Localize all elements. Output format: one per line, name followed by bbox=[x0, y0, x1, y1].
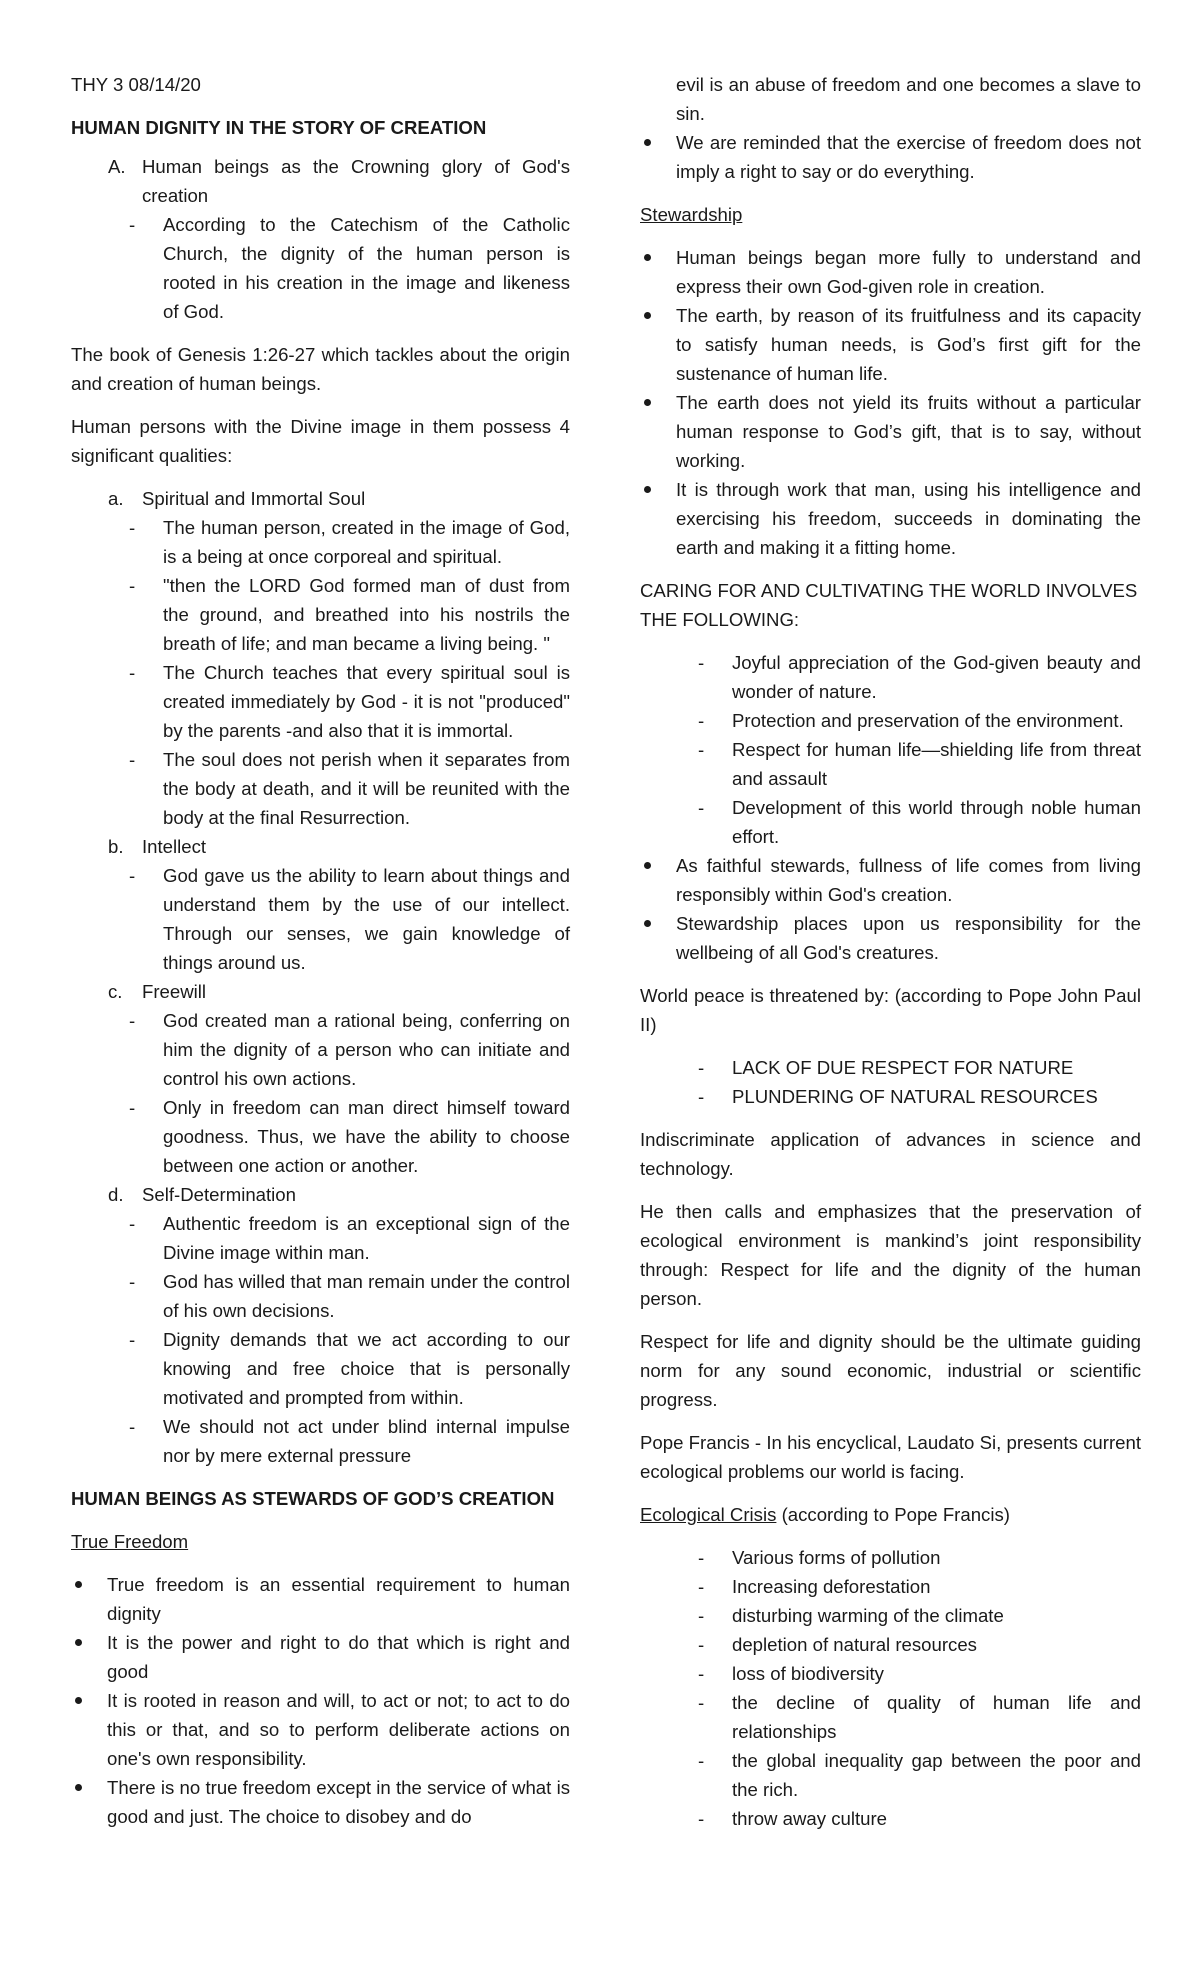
respect-paragraph: Respect for life and dignity should be the ultimate guiding norm for any sound economic, industrial or scientific progress. bbox=[640, 1331, 1141, 1410]
document-header: THY 3 08/14/20 bbox=[71, 74, 201, 95]
peace-intro: World peace is threatened by: (according to Pope John Paul II) bbox=[640, 985, 1141, 1035]
section-title-stewards: HUMAN BEINGS AS STEWARDS OF GOD’S CREATION bbox=[71, 1488, 555, 1509]
list-item: The earth does not yield its fruits without a particular human response to God’s gift, that is to say, without working. bbox=[640, 388, 1141, 475]
qualities-intro: Human persons with the Divine image in them possess 4 significant qualities: bbox=[71, 416, 570, 466]
stewardship-heading: Stewardship bbox=[640, 204, 743, 225]
list-item: - loss of biodiversity bbox=[698, 1663, 884, 1684]
list-item: Stewardship places upon us responsibility for the wellbeing of all God's creatures. bbox=[640, 909, 1141, 967]
caring-heading: CARING FOR AND CULTIVATING THE WORLD INVOLVES THE FOLLOWING: bbox=[640, 580, 1138, 630]
list-item: The earth, by reason of its fruitfulness and its capacity to satisfy human needs, is God’s first gift for the sustenance of human life. bbox=[640, 301, 1141, 388]
quality-title: Spiritual and Immortal Soul bbox=[142, 488, 366, 509]
list-item: - Various forms of pollution bbox=[698, 1547, 941, 1568]
quality-title: Self-Determination bbox=[142, 1184, 296, 1205]
list-item: - Authentic freedom is an exceptional sign of the Divine image within man. bbox=[129, 1213, 570, 1263]
list-item: - The human person, created in the image of God, is a being at once corporeal and spiritual. bbox=[129, 517, 570, 567]
list-item: - disturbing warming of the climate bbox=[698, 1605, 1004, 1626]
list-item: - LACK OF DUE RESPECT FOR NATURE bbox=[698, 1057, 1074, 1078]
list-item: - "then the LORD God formed man of dust from the ground, and breathed into his nostrils the breath of life; and man became a living being. " bbox=[129, 575, 570, 654]
quality-a: a. Spiritual and Immortal Soul bbox=[108, 488, 366, 509]
list-item-continuation: evil is an abuse of freedom and one becomes a slave to sin. bbox=[676, 74, 1141, 124]
section-a-text: Human beings as the Crowning glory of God's creation bbox=[142, 156, 570, 206]
list-item: - We should not act under blind internal impulse nor by mere external pressure bbox=[129, 1416, 570, 1466]
section-a bbox=[71, 152, 570, 210]
list-item: - the decline of quality of human life and relationships bbox=[698, 1692, 1141, 1742]
list-item: It is rooted in reason and will, to act or not; to act to do this or that, and so to perform deliberate actions on one's own responsibility. bbox=[71, 1686, 570, 1773]
list-item: It is the power and right to do that which is right and good bbox=[71, 1628, 570, 1686]
list-item: - God gave us the ability to learn about things and understand them by the use of our intellect. Through our senses, we gain knowledge of things around us. bbox=[129, 865, 570, 973]
list-item: - The Church teaches that every spiritual soul is created immediately by God - it is not "produced" by the parents -and also that it is immortal. bbox=[129, 662, 570, 741]
list-item: - God created man a rational being, conferring on him the dignity of a person who can initiate and control his own actions. bbox=[129, 1010, 570, 1089]
list-item: - Respect for human life—shielding life from threat and assault bbox=[698, 739, 1141, 789]
quality-c: c. Freewill bbox=[108, 981, 207, 1002]
quality-d: d. Self-Determination bbox=[108, 1184, 296, 1205]
list-item: - Joyful appreciation of the God-given beauty and wonder of nature. bbox=[698, 652, 1141, 702]
true-freedom-heading: True Freedom bbox=[71, 1531, 189, 1552]
quality-title: Freewill bbox=[142, 981, 207, 1002]
ecological-crisis-heading: Ecological Crisis (according to Pope Francis) bbox=[640, 1504, 1010, 1525]
section-title-human-dignity: HUMAN DIGNITY IN THE STORY OF CREATION bbox=[71, 117, 487, 138]
right-column bbox=[640, 70, 1141, 1833]
list-item: There is no true freedom except in the service of what is good and just. The choice to disobey and do bbox=[71, 1773, 570, 1831]
quality-title: Intellect bbox=[142, 836, 207, 857]
indiscriminate-paragraph: Indiscriminate application of advances in science and technology. bbox=[640, 1129, 1141, 1179]
list-item: It is through work that man, using his intelligence and exercising his freedom, succeeds in dominating the earth and making it a fitting home. bbox=[640, 475, 1141, 562]
list-item: - The soul does not perish when it separates from the body at death, and it will be reunited with the body at the final Resurrection. bbox=[129, 749, 570, 828]
list-item: - PLUNDERING OF NATURAL RESOURCES bbox=[698, 1086, 1098, 1107]
list-item: - Increasing deforestation bbox=[698, 1576, 931, 1597]
list-item: Human beings began more fully to understand and express their own God-given role in creation. bbox=[640, 243, 1141, 301]
genesis-paragraph: The book of Genesis 1:26-27 which tackles about the origin and creation of human beings. bbox=[71, 344, 570, 394]
list-item: - Only in freedom can man direct himself toward goodness. Thus, we have the ability to choose between one action or another. bbox=[129, 1097, 570, 1176]
quality-b: b. Intellect bbox=[108, 836, 207, 857]
calls-paragraph: He then calls and emphasizes that the preservation of ecological environment is mankind’s joint responsibility through: Respect for life and the dignity of the human person. bbox=[640, 1201, 1141, 1309]
list-item: - depletion of natural resources bbox=[698, 1634, 977, 1655]
section-a-mark: A. bbox=[108, 156, 126, 177]
list-item: - throw away culture bbox=[698, 1808, 888, 1829]
list-item: - Dignity demands that we act according to our knowing and free choice that is personally motivated and prompted from within. bbox=[129, 1329, 570, 1408]
list-item: True freedom is an essential requirement to human dignity bbox=[71, 1570, 570, 1628]
list-item: - God has willed that man remain under the control of his own decisions. bbox=[129, 1271, 570, 1321]
left-column bbox=[71, 70, 570, 1831]
list-item: - the global inequality gap between the poor and the rich. bbox=[698, 1750, 1141, 1800]
list-item: - According to the Catechism of the Catholic Church, the dignity of the human person is rooted in his creation in the image and likeness of God. bbox=[129, 214, 570, 322]
list-item: - Protection and preservation of the environment. bbox=[698, 710, 1124, 731]
francis-paragraph: Pope Francis - In his encyclical, Laudato Si, presents current ecological problems our world is facing. bbox=[640, 1432, 1141, 1482]
list-item: As faithful stewards, fullness of life comes from living responsibly within God's creation. bbox=[640, 851, 1141, 909]
list-item: - Development of this world through noble human effort. bbox=[698, 797, 1141, 847]
list-item: We are reminded that the exercise of freedom does not imply a right to say or do everything. bbox=[640, 128, 1141, 186]
